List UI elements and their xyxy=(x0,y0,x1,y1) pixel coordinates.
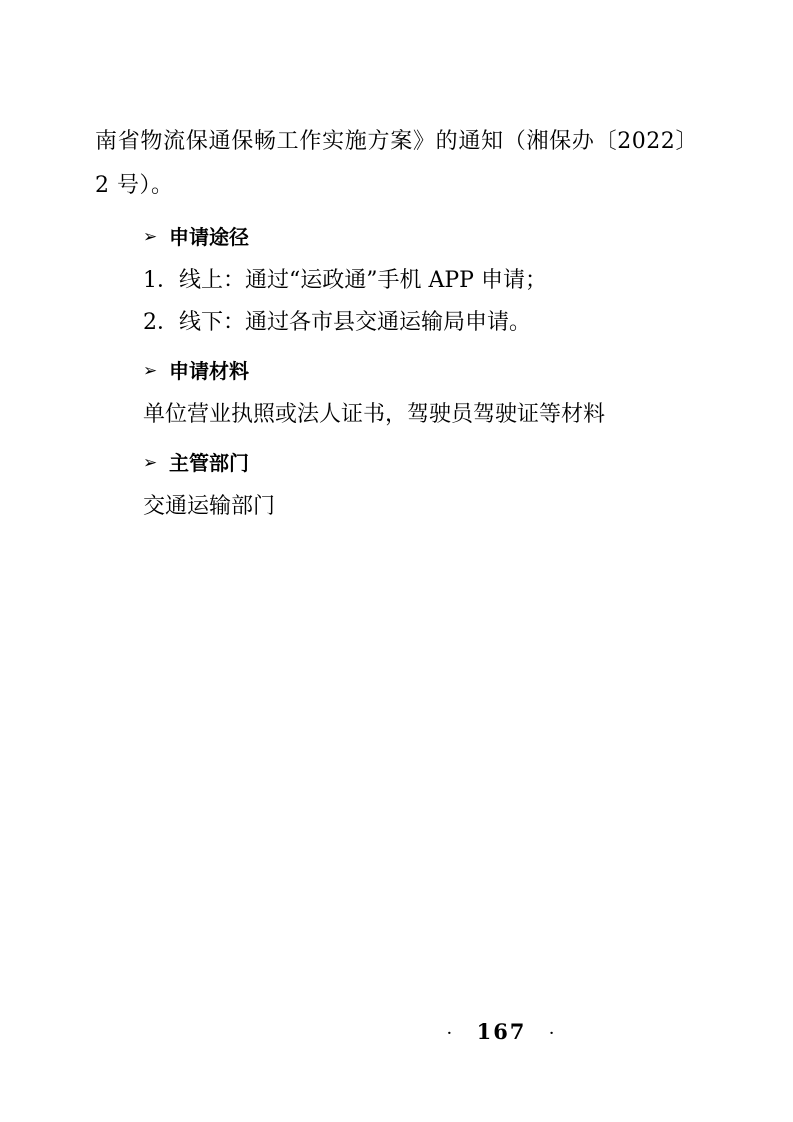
arrow-bullet-icon: ➢ xyxy=(143,227,158,247)
section-heading-responsible-department xyxy=(95,442,698,484)
page-number: 167 xyxy=(476,1019,527,1044)
continued-paragraph: 南省物流保通保畅工作实施方案》的通知（湘保办〔2022〕2 号）。 xyxy=(95,129,698,198)
section-heading-application-channel xyxy=(95,216,698,258)
list-item: 交通运输部门 xyxy=(143,494,276,519)
page-footer xyxy=(0,1019,793,1044)
list-item: 1．线上：通过“运政通”手机 APP 申请； xyxy=(143,268,547,293)
section-heading-application-materials xyxy=(95,350,698,392)
arrow-bullet-icon: ➢ xyxy=(143,453,158,473)
section-heading-label: 申请途径 xyxy=(169,225,249,249)
arrow-bullet-icon: ➢ xyxy=(143,361,158,381)
footer-right-dot: · xyxy=(548,1023,557,1044)
footer-left-dot: · xyxy=(446,1023,455,1044)
list-item: 2．线下：通过各市县交通运输局申请。 xyxy=(143,310,531,335)
section-heading-label: 主管部门 xyxy=(169,451,249,475)
list-item: 单位营业执照或法人证书，驾驶员驾驶证等材料 xyxy=(143,402,606,427)
section-heading-label: 申请材料 xyxy=(169,359,249,383)
